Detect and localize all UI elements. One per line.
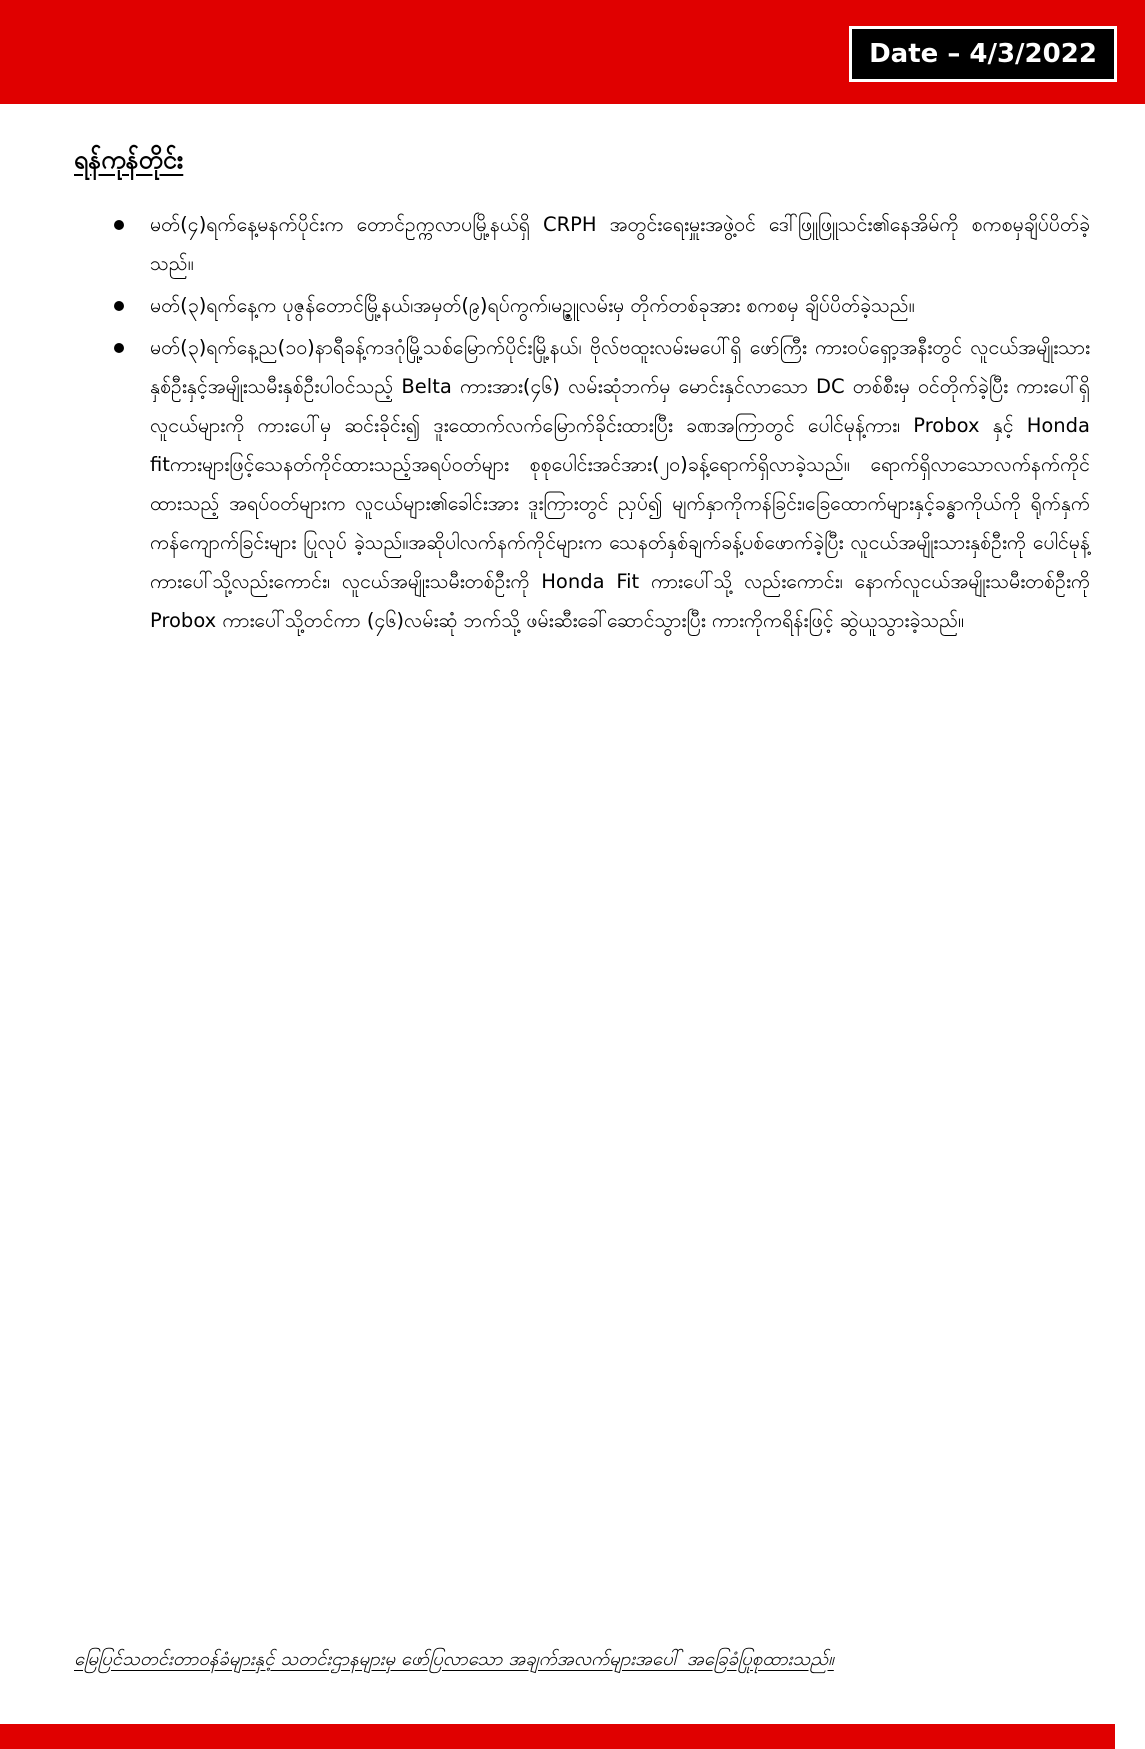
- date-label: Date – 4/3/2022: [849, 26, 1117, 82]
- news-item: [110, 205, 1090, 283]
- news-item: [110, 328, 1090, 640]
- region-heading: ရန်ကုန်တိုင်း: [74, 145, 184, 174]
- news-item: [110, 286, 1090, 325]
- footer-bar: [0, 1724, 1115, 1749]
- news-list: [110, 205, 1090, 643]
- source-note: မြေပြင်သတင်းတာဝန်ခံများနှင့် သတင်းဌာနများမှ ဖော်ပြလာသော အချက်အလက်များအပေါ် အခြေခံပြုစုထားသည်။: [74, 1649, 834, 1670]
- bullet-icon: [114, 220, 124, 230]
- news-item-text: မတ်(၃)ရက်နေ့ည(၁၀)နာရီခန့်ကဒဂုံမြို့သစ်မြောက်ပိုင်းမြို့နယ်၊ ဗိုလ်ဗထူးလမ်းမပေါ်ရှိ ဖော်ကြီး ကားဝပ်ရှော့အနီးတွင် လူငယ်အမျိုးသားနှစ်ဦးနှင့်အမျိုးသမီးနှစ်ဦးပါဝင်သည့် Belta ကားအား(၄၆) လမ်းဆုံဘက်မှ မောင်းနှင်လာသော DC တစ်စီးမှ ဝင်တိုက်ခဲ့ပြီး ကားပေါ်ရှိ လူငယ်များကို ကားပေါ်မှ ဆင်းခိုင်း၍ ဒူးထောက်လက်မြောက်ခိုင်းထားပြီး ခဏအကြာတွင် ပေါင်မုန့်ကား၊ Probox နှင့် Honda fitကားများဖြင့်သေနတ်ကိုင်ထားသည့်အရပ်ဝတ်များ စုစုပေါင်းအင်အား(၂၀)ခန့်ရောက်ရှိလာခဲ့သည်။ ရောက်ရှိလာသောလက်နက်ကိုင်ထားသည့် အရပ်ဝတ်များက လူငယ်များ၏ခေါင်းအား ဒူးကြားတွင် ညှပ်၍ မျက်နှာကိုကန်ခြင်း၊ခြေထောက်များနှင့်ခန္ဓာကိုယ်ကို ရိုက်နှက်ကန်ကျောက်ခြင်းများ ပြုလုပ် ခဲ့သည်။အဆိုပါလက်နက်ကိုင်များက သေနတ်နှစ်ချက်ခန့်ပစ်ဖောက်ခဲ့ပြီး လူငယ်အမျိုးသားနှစ်ဦးကို ပေါင်မုန့်ကားပေါ်သို့လည်းကောင်း၊ လူငယ်အမျိုးသမီးတစ်ဦးကို Honda Fit ကားပေါ်သို့ လည်းကောင်း၊ နောက်လူငယ်အမျိုးသမီးတစ်ဦးကို Probox ကားပေါ်သို့တင်ကာ (၄၆)လမ်းဆုံ ဘက်သို့ ဖမ်းဆီးခေါ်ဆောင်သွားပြီး ကားကိုကရိန်းဖြင့် ဆွဲယူသွားခဲ့သည်။: [150, 336, 1090, 632]
- news-item-text: မတ်(၃)ရက်နေ့က ပုဇွန်တောင်မြို့နယ်၊အမှတ်(၉)ရပ်ကွက်၊မဥ္ဇူလမ်းမှ တိုက်တစ်ခုအား စကစမှ ချိပ်ပိတ်ခဲ့သည်။: [150, 294, 915, 317]
- news-item-text: မတ်(၄)ရက်နေ့မနက်ပိုင်းက တောင်ဥက္ကလာပမြို့နယ်ရှိ CRPH အတွင်းရေးမှူးအဖွဲ့ဝင် ဒေါ်ဖြူဖြူသင်း၏နေအိမ်ကို စကစမှချိပ်ပိတ်ခဲ့သည်။: [150, 213, 1090, 275]
- bullet-icon: [114, 301, 124, 311]
- header-bar: [0, 0, 1145, 104]
- bullet-icon: [114, 343, 124, 353]
